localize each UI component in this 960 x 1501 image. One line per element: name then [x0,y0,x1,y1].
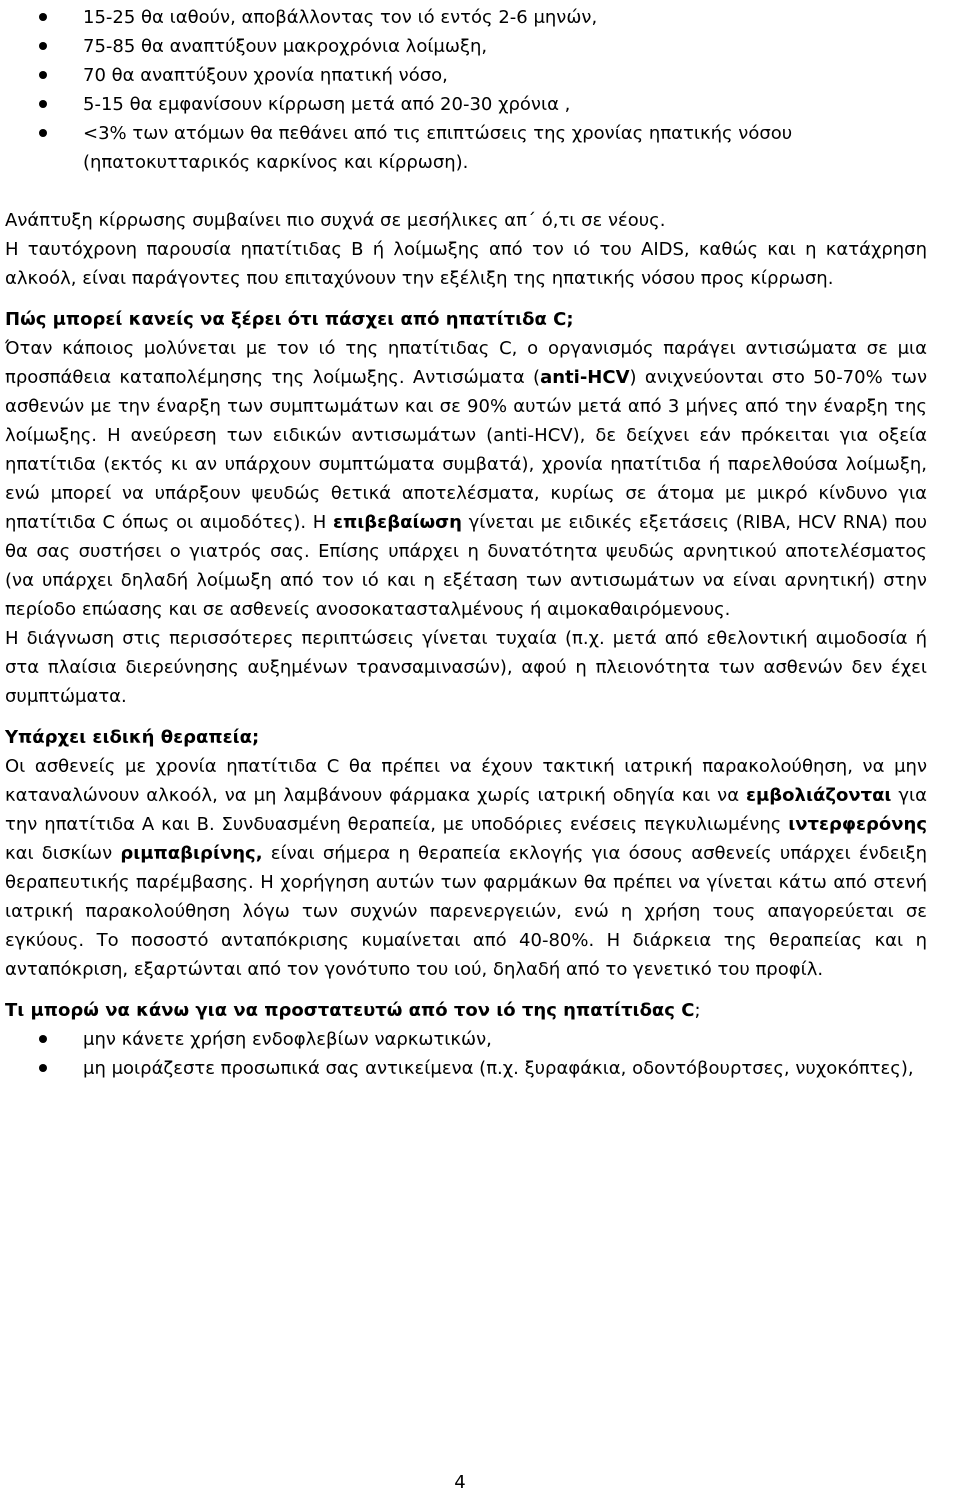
bullet-icon [39,42,47,50]
page-number: 4 [454,1472,466,1493]
list-item [5,90,927,119]
text-run: ; [694,1000,701,1021]
list-item-text: 70 θα αναπτύξουν χρονία ηπατική νόσο, [83,65,448,86]
list-item [5,1025,927,1054]
diagnosis-paragraph-1 [5,334,927,624]
diagnosis-heading [5,305,927,334]
diagnosis-heading-text: Πώς μπορεί κανείς να ξέρει ότι πάσχει από ηπατίτιδα C; [5,309,574,330]
diagnosis-paragraph-2: Η διάγνωση στις περισσότερες περιπτώσεις γίνεται τυχαία (π.χ. μετά από εθελοντική αιμοδοσία ή στα πλαίσια διερεύνησης αυξημένων τρανσαμινασών), αφού η πλειονότητα των ασθενών δεν έχει συμπτώματα. [5,628,927,707]
bullet-icon [39,13,47,21]
interferon-term: ιντερφερόνης [788,814,927,835]
vaccinated-term: εμβολιάζονται [746,785,892,806]
list-item-text: μη μοιράζεστε προσωπικά σας αντικείμενα (π.χ. ξυραφάκια, οδοντόβουρτσες, νυχοκόπτες), [83,1058,914,1079]
text-run: και δισκίων [5,843,121,864]
therapy-paragraph [5,752,927,984]
list-item-text: 15-25 θα ιαθούν, αποβάλλοντας τον ιό εντός 2-6 μηνών, [83,7,598,28]
list-item-text: μην κάνετε χρήση ενδοφλεβίων ναρκωτικών, [83,1029,492,1050]
page-content [5,3,927,1083]
spacer [5,711,927,723]
list-item-text: 75-85 θα αναπτύξουν μακροχρόνια λοίμωξη, [83,36,488,57]
outcomes-list [5,3,927,177]
therapy-heading-text: Υπάρχει ειδική θεραπεία; [5,727,260,748]
list-item [5,1054,927,1083]
spacer [5,293,927,305]
spacer [5,984,927,996]
confirmation-term: επιβεβαίωση [333,512,462,533]
text-run: για την ηπατίτιδα Α και Β. Συνδυασμένη θεραπεία, με υποδόριες ενέσεις πεγκυλιωμένης [5,785,927,835]
text-run: είναι σήμερα η θεραπεία εκλογής για όσους ασθενείς υπάρχει ένδειξη θεραπευτικής παρέμβασης. Η χορήγηση αυτών των φαρμάκων θα πρέπει να γίνεται κάτω από στενή ιατρική παρακολούθηση λόγω των συχνών παρενεργειών, ενώ η χρήση τους απαγορεύεται σε εγκύους. Το ποσοστό ανταπόκρισης κυμαίνεται από 40-80%. Η διάρκεια της θεραπείας και η ανταπόκριση, εξαρτώνται από τον γονότυπο του ιού, δηλαδή από το γενετικό του προφίλ. [5,843,927,980]
anti-hcv-term: anti-HCV [540,367,630,388]
spacer [5,177,927,206]
list-item [5,61,927,90]
protection-heading-text: Τι μπορώ να κάνω για να προστατευτώ από τον ιό της ηπατίτιδας C [5,1000,695,1021]
bullet-icon [39,71,47,79]
list-item [5,119,927,177]
cirrhosis-paragraph: Η ταυτόχρονη παρουσία ηπατίτιδας Β ή λοίμωξης από τον ιό του AIDS, καθώς και η κατάχρηση αλκοόλ, είναι παράγοντες που επιταχύνουν την εξέλιξη της ηπατικής νόσου προς κίρρωση. [5,239,927,289]
bullet-icon [39,1035,47,1043]
bullet-icon [39,1064,47,1072]
therapy-heading [5,723,927,752]
bullet-icon [39,100,47,108]
bullet-icon [39,129,47,137]
protection-list [5,1025,927,1083]
list-item [5,3,927,32]
cirrhosis-line-1: Ανάπτυξη κίρρωσης συμβαίνει πιο συχνά σε μεσήλικες απ΄ ό,τι σε νέους. [5,210,666,231]
list-item-text: 5-15 θα εμφανίσουν κίρρωση μετά από 20-30 χρόνια , [83,94,571,115]
list-item-text: <3% των ατόμων θα πεθάνει από τις επιπτώσεις της χρονίας ηπατικής νόσου (ηπατοκυτταρικός καρκίνος και κίρρωση). [83,123,793,173]
protection-heading [5,996,927,1025]
ribavirin-term: ριμπαβιρίνης, [120,843,263,864]
text-run: ) ανιχνεύονται στο 50-70% των ασθενών με την έναρξη των συμπτωμάτων και σε 90% αυτών μετά από 3 μήνες από την έναρξη της λοίμωξης. Η ανεύρεση των ειδικών αντισωμάτων (anti-HCV), δε δείχνει εάν πρόκειται για οξεία ηπατίτιδα (εκτός κι αν υπάρχουν συμπτώματα συμβατά), χρονία ηπατίτιδα ή παρελθούσα λοίμωξη, ενώ μπορεί να υπάρξουν ψευδώς θετικά αποτελέσματα, κυρίως σε άτομα με μικρό κίνδυνο για ηπατίτιδα C όπως οι αιμοδότες). Η [5,367,928,533]
text-run: Οι ασθενείς με χρονία ηπατίτιδα C θα πρέπει να έχουν τακτική ιατρική παρακολούθηση, να μην καταναλώνουν αλκοόλ, να μη λαμβάνουν φάρμακα χωρίς ιατρική οδηγία και να [5,756,927,806]
text-run: Όταν κάποιος μολύνεται με τον ιό της ηπατίτιδας C, ο οργανισμός παράγει αντισώματα σε μια προσπάθεια καταπολέμησης της λοίμωξης. Αντισώματα ( [5,338,927,388]
text-run: γίνεται με ειδικές εξετάσεις (RIBA, HCV RNA) που θα σας συστήσει ο γιατρός σας. Επίσης υπάρχει η δυνατότητα ψευδώς αρνητικού αποτελέσματος (να υπάρχει δηλαδή λοίμωξη από τον ιό και η εξέταση των αντισωμάτων να είναι αρνητική) στην περίοδο επώασης και σε ασθενείς ανοσοκατασταλμένους ή αιμοκαθαιρόμενους. [5,512,927,620]
list-item [5,32,927,61]
